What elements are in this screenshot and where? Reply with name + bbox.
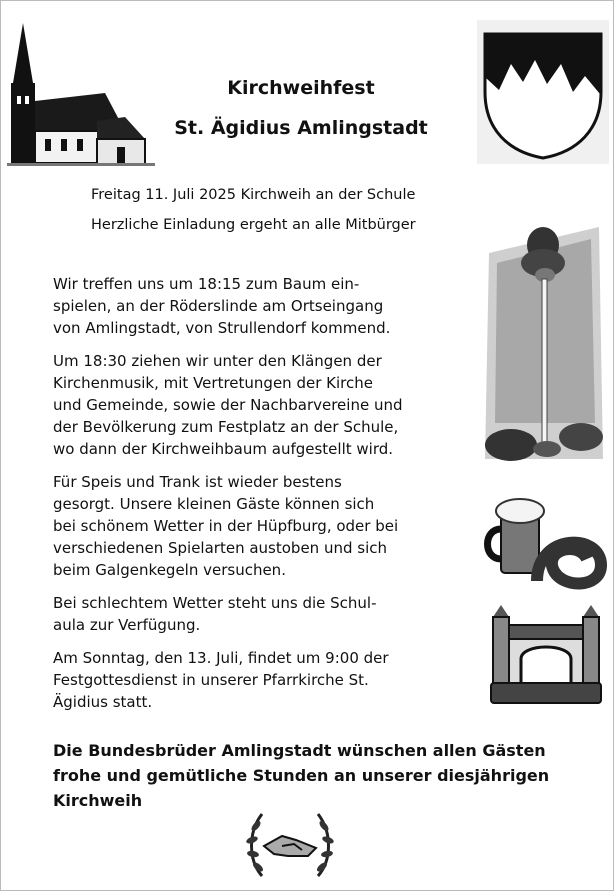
paragraph-sunday-mass: Am Sonntag, den 13. Juli, findet um 9:00 der Festgottesdienst in unserer Pfarrkirche St. Ägidius statt. xyxy=(53,649,389,711)
closing-message: Die Bundesbrüder Amlingstadt wünschen allen Gästen frohe und gemütliche Stunden an unserer diesjährigen Kirchweih xyxy=(53,741,550,810)
event-title: Kirchweihfest xyxy=(227,77,375,99)
paragraph-bad-weather: Bei schlechtem Wetter steht uns die Schul- aula zur Verfügung. xyxy=(53,594,377,634)
event-subtitle: St. Ägidius Amlingstadt xyxy=(174,117,428,139)
beer-mug-and-pretzel xyxy=(479,493,609,591)
paragraph-food-games: Für Speis und Trank ist wieder bestens gesorgt. Unsere kleinen Gäste können sich bei schönem Wetter in der Hüpfburg, oder bei verschiedenen Spielarten austoben und sich beim Galgenkegeln versuchen. xyxy=(53,473,399,579)
bouncy-castle xyxy=(489,601,603,707)
franconian-rake-coat-of-arms xyxy=(477,20,609,164)
invitation-line: Herzliche Einladung ergeht an alle Mitbürger xyxy=(91,217,416,233)
paragraph-meeting: Wir treffen uns um 18:15 zum Baum ein- spielen, an der Röderslinde am Ortseingang von Amlingstadt, von Strullendorf kommend. xyxy=(53,275,391,337)
paragraph-procession: Um 18:30 ziehen wir unter den Klängen der Kirchenmusik, mit Vertretungen der Kirche und Gemeinde, sowie der Nachbarvereine und der Bevölkerung zum Festplatz an der Schule, wo dann der Kirchweihbaum aufgestellt wird. xyxy=(53,352,403,458)
maypole-illustration xyxy=(483,223,609,471)
church-icon xyxy=(5,21,157,169)
handshake-laurel-emblem xyxy=(244,804,336,884)
event-description xyxy=(53,273,473,724)
event-date-line: Freitag 11. Juli 2025 Kirchweih an der Schule xyxy=(91,187,416,203)
